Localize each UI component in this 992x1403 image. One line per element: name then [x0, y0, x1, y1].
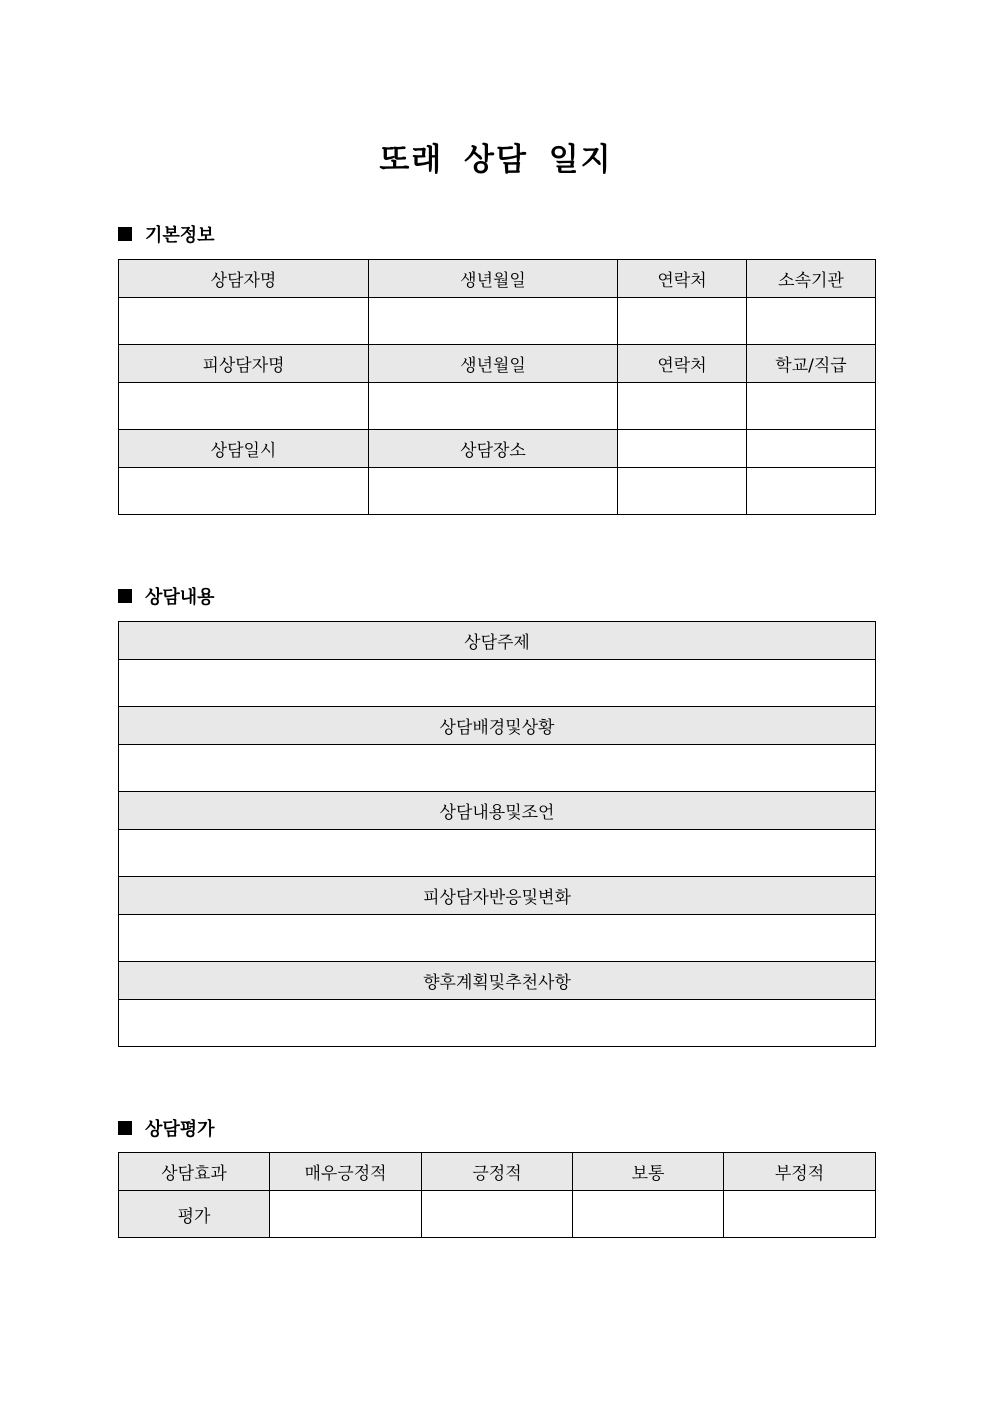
reaction-change-header: 피상담자반응및변화 — [119, 877, 876, 915]
section-heading-basic-info — [118, 222, 215, 246]
neutral-field[interactable] — [573, 1191, 724, 1238]
table-header-row — [119, 430, 876, 468]
very-positive-field[interactable] — [270, 1191, 422, 1238]
evaluation-table — [118, 1152, 876, 1238]
table-header-row — [119, 792, 876, 830]
content-advice-field[interactable] — [119, 830, 876, 877]
counselee-name-header: 피상담자명 — [119, 345, 369, 383]
empty-cell — [618, 430, 747, 468]
section-heading-label: 상담평가 — [145, 1119, 215, 1140]
topic-header: 상담주제 — [119, 622, 876, 660]
counselor-affiliation-header: 소속기관 — [747, 260, 876, 298]
counselee-school-grade-field[interactable] — [747, 383, 876, 430]
table-input-row — [119, 915, 876, 962]
negative-field[interactable] — [724, 1191, 876, 1238]
black-square-icon — [118, 1121, 132, 1135]
table-input-row — [119, 383, 876, 430]
table-input-row — [119, 660, 876, 707]
table-header-row — [119, 962, 876, 1000]
section-heading-label: 상담내용 — [145, 587, 215, 608]
evaluation-row-label: 평가 — [119, 1191, 270, 1238]
background-field[interactable] — [119, 745, 876, 792]
future-plan-field[interactable] — [119, 1000, 876, 1047]
future-plan-header: 향후계획및추천사항 — [119, 962, 876, 1000]
negative-header: 부정적 — [724, 1153, 876, 1191]
extra-field[interactable] — [618, 468, 747, 515]
counselee-contact-header: 연락처 — [618, 345, 747, 383]
counselor-name-field[interactable] — [119, 298, 369, 345]
table-header-row — [119, 707, 876, 745]
very-positive-header: 매우긍정적 — [270, 1153, 422, 1191]
table-input-row — [119, 468, 876, 515]
content-table — [118, 621, 876, 1047]
background-header: 상담배경및상황 — [119, 707, 876, 745]
section-heading-label: 기본정보 — [145, 225, 215, 246]
neutral-header: 보통 — [573, 1153, 724, 1191]
empty-cell — [747, 430, 876, 468]
positive-header: 긍정적 — [422, 1153, 573, 1191]
positive-field[interactable] — [422, 1191, 573, 1238]
counselor-contact-header: 연락처 — [618, 260, 747, 298]
table-header-row — [119, 1153, 876, 1191]
session-location-field[interactable] — [369, 468, 618, 515]
counselor-birthdate-header: 생년월일 — [369, 260, 618, 298]
table-input-row — [119, 830, 876, 877]
session-datetime-header: 상담일시 — [119, 430, 369, 468]
table-header-row — [119, 877, 876, 915]
basic-info-table — [118, 259, 876, 515]
content-advice-header: 상담내용및조언 — [119, 792, 876, 830]
table-header-row — [119, 622, 876, 660]
table-header-row — [119, 260, 876, 298]
counselee-birthdate-header: 생년월일 — [369, 345, 618, 383]
counselor-name-header: 상담자명 — [119, 260, 369, 298]
topic-field[interactable] — [119, 660, 876, 707]
counselor-affiliation-field[interactable] — [747, 298, 876, 345]
counselee-contact-field[interactable] — [618, 383, 747, 430]
reaction-change-field[interactable] — [119, 915, 876, 962]
page-title: 또래 상담 일지 — [379, 142, 613, 178]
counselor-contact-field[interactable] — [618, 298, 747, 345]
session-location-header: 상담장소 — [369, 430, 618, 468]
section-heading-content — [118, 584, 215, 608]
counselor-birthdate-field[interactable] — [369, 298, 618, 345]
table-header-row — [119, 345, 876, 383]
table-input-row — [119, 1000, 876, 1047]
extra-field[interactable] — [747, 468, 876, 515]
table-input-row — [119, 745, 876, 792]
table-input-row — [119, 298, 876, 345]
table-input-row — [119, 1191, 876, 1238]
counselee-birthdate-field[interactable] — [369, 383, 618, 430]
counselee-name-field[interactable] — [119, 383, 369, 430]
black-square-icon — [118, 227, 132, 241]
counselee-school-grade-header: 학교/직급 — [747, 345, 876, 383]
session-datetime-field[interactable] — [119, 468, 369, 515]
effect-header: 상담효과 — [119, 1153, 270, 1191]
section-heading-evaluation — [118, 1116, 215, 1140]
black-square-icon — [118, 589, 132, 603]
